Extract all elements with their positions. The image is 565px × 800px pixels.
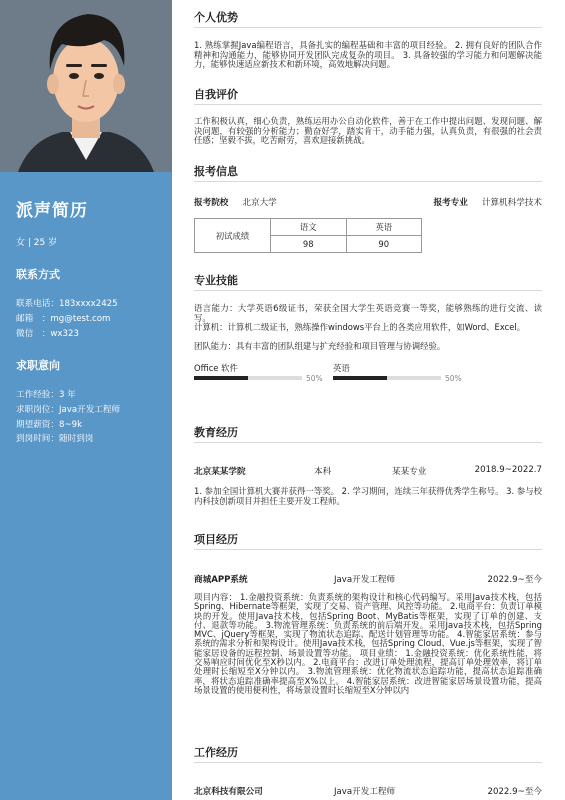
education-row (194, 465, 542, 477)
skill-english-bar (333, 376, 441, 380)
divider (194, 104, 542, 105)
resume-name: 派声简历 (16, 201, 88, 221)
grades-table (194, 218, 422, 253)
skill-office-bar (194, 376, 302, 380)
skill-office-label: Office 软件 (194, 363, 238, 373)
skill-english-label: 英语 (333, 363, 350, 373)
subject-chinese: 语文 (271, 219, 347, 236)
education-date: 2018.9~2022.7 (474, 465, 542, 475)
school-label: 报考院校 (194, 198, 229, 208)
sidebar (0, 0, 172, 800)
skills-title: 专业技能 (194, 274, 238, 287)
skills-line-2: 计算机：计算机二级证书，熟练操作windows平台上的各类应用软件，如Word、Excel。 (194, 322, 526, 332)
divider (194, 181, 542, 182)
work-title: 工作经历 (194, 746, 238, 759)
divider (194, 442, 542, 443)
project-role: Java开发工程师 (334, 575, 396, 585)
skill-english-percent: 50% (445, 374, 462, 383)
project-row (194, 573, 542, 585)
projects-title: 项目经历 (194, 533, 238, 546)
skill-office-percent: 50% (306, 374, 323, 383)
education-title: 教育经历 (194, 426, 238, 439)
advantages-title: 个人优势 (194, 11, 238, 24)
skills-line-1: 语言能力：大学英语6级证书，荣获全国大学生英语竞赛一等奖，能够熟练的进行交流、读写。 (194, 303, 542, 323)
exam-title: 报考信息 (194, 165, 238, 178)
evaluation-text: 工作积极认真，细心负责，熟练运用办公自动化软件，善于在工作中提出问题、发现问题、解决问题，有较强的分析能力；勤奋好学，踏实肯干，动手能力强，认真负责，有很强的社会责任感；坚毅不拔，吃苦耐劳，喜欢迎接新挑战。 (194, 116, 542, 146)
contact-email: 邮箱 ：mg@test.com (16, 314, 111, 324)
score-chinese: 98 (271, 236, 347, 253)
divider (194, 290, 542, 291)
education-school: 北京某某学院 (194, 467, 246, 477)
work-role: Java开发工程师 (334, 787, 396, 797)
education-text: 1. 参加全国计算机大赛并获得一等奖。 2. 学习期间，连续三年获得优秀学生称号。 3. 参与校内科技创新项目并担任主要开发工程师。 (194, 486, 542, 506)
gender-age: 女 | 25 岁 (16, 238, 58, 248)
project-date: 2022.9~至今 (487, 575, 542, 585)
work-company: 北京科技有限公司 (194, 787, 263, 797)
advantages-text: 1. 熟练掌握Java编程语言，具备扎实的编程基础和丰富的项目经验。 2. 拥有良好的团队合作精神和沟通能力，能够协同开发团队完成复杂的项目。 3. 具备较强的学习能力和问题解决能力，能够快速适应新技术和新环境，高效地解决问题。 (194, 40, 542, 70)
contact-title: 联系方式 (16, 268, 60, 281)
score-english: 90 (346, 236, 422, 253)
exam-row (194, 196, 542, 208)
intent-experience: 工作经验：3 年 (16, 390, 76, 400)
divider (194, 549, 542, 550)
grades-label: 初试成绩 (195, 219, 271, 253)
project-text: 项目内容： 1.金融投资系统：负责系统的架构设计和核心代码编写。采用Java技术栈，包括Spring、Hibernate等框架，实现了交易、资产管理、风控等功能。 2.电商平台：负责订单模块的开发。使用Java技术栈，包括Spring Boot、MyBatis等框架，实现了订单的创建、支付、退款等功能。 3.物流管理系统：负责系统的前后端开发。采用Java技术栈，包括Spring MVC、jQuery等框架，实现了物流状态追踪、配送计划管理等功能。 4.智能家居系统：参与系统的需求分析和架构设计。使用Java技术栈，包括Spring Cloud、Vue.js等框架，实现了智能家居设备的远程控制、场景设置等功能。 项目业绩： 1.金融投资系统：优化系统性能，将交易响应时间优化至X秒以内。 2.电商平台：改进订单处理流程，提高订单处理效率，将订单处理时长缩短至X分钟以内。 3.物流管理系统：优化物流状态追踪功能，提高状态追踪准确率，将状态追踪准确率提高至X%以上。 4.智能家居系统：改进智能家居场景设置功能，提高场景设置的使用便利性，将场景设置时长缩短至X分钟以内 (194, 592, 542, 695)
subject-english: 英语 (346, 219, 422, 236)
work-date: 2022.9~至今 (487, 787, 542, 797)
divider (194, 762, 542, 763)
skills-line-3: 团队能力：具有丰富的团队组建与扩充经验和项目管理与协调经验。 (194, 341, 446, 351)
education-major: 某某专业 (392, 467, 427, 477)
education-degree: 本科 (314, 467, 332, 477)
project-name: 商城APP系统 (194, 575, 248, 585)
contact-wechat: 微信 ：wx323 (16, 329, 79, 339)
intent-title: 求职意向 (16, 359, 60, 372)
profile-photo (0, 0, 172, 172)
skill-office-fill (194, 376, 248, 380)
divider (194, 27, 542, 28)
work-row (194, 785, 542, 797)
major-label: 报考专业 (433, 198, 468, 208)
intent-position: 求职岗位：Java开发工程师 (16, 405, 121, 415)
major-value: 计算机科学技术 (481, 198, 542, 208)
intent-salary: 期望薪资：8~9k (16, 420, 83, 430)
evaluation-title: 自我评价 (194, 88, 238, 101)
contact-phone: 联系电话：183xxxx2425 (16, 299, 118, 309)
skill-english-fill (333, 376, 387, 380)
school-value: 北京大学 (242, 198, 277, 208)
intent-start: 到岗时间：随时到岗 (16, 434, 94, 444)
